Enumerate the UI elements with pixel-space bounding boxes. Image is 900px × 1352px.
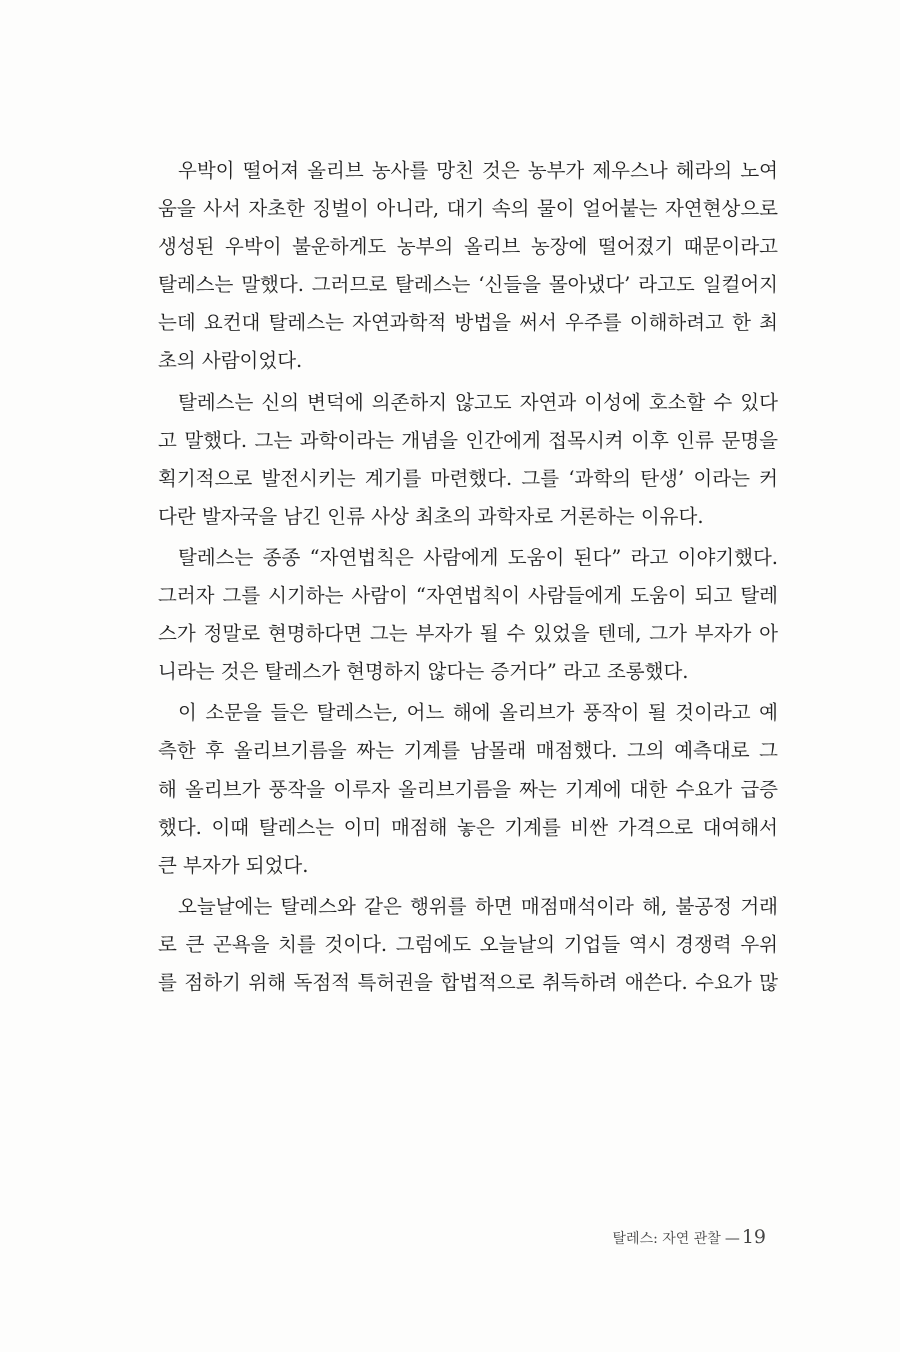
paragraph-4	[158, 694, 778, 884]
text-line: 움을 사서 자초한 징벌이 아니라, 대기 속의 물이 얼어붙는 자연현상으로	[158, 197, 778, 221]
text-line: 로 큰 곤욕을 치를 것이다. 그럼에도 오늘날의 기업들 역시 경쟁력 우위	[158, 932, 778, 956]
text-line: 이 소문을 들은 탈레스는, 어느 해에 올리브가 풍작이 될 것이라고 예	[178, 701, 778, 725]
paragraph-5	[158, 888, 778, 1002]
text-line: 오늘날에는 탈레스와 같은 행위를 하면 매점매석이라 해, 불공정 거래	[178, 894, 778, 918]
text-line: 큰 부자가 되었다.	[158, 853, 309, 877]
paragraph-2	[158, 384, 778, 536]
text-line: 스가 정말로 현명하다면 그는 부자가 될 수 있었을 텐데, 그가 부자가 아	[158, 622, 778, 646]
text-line: 탈레스는 종종 “자연법칙은 사람에게 도움이 된다” 라고 이야기했다.	[178, 545, 778, 569]
text-line: 니라는 것은 탈레스가 현명하지 않다는 증거다” 라고 조롱했다.	[158, 660, 689, 684]
text-line: 탈레스는 말했다. 그러므로 탈레스는 ‘신들을 몰아냈다’ 라고도 일컬어지	[158, 273, 778, 297]
paragraph-1	[158, 152, 778, 381]
text-line: 초의 사람이었다.	[158, 349, 303, 373]
text-line: 생성된 우박이 불운하게도 농부의 올리브 농장에 떨어졌기 때문이라고	[158, 235, 778, 259]
page-number: 19	[741, 1226, 766, 1248]
text-line: 를 점하기 위해 독점적 특허권을 합법적으로 취득하려 애쓴다. 수요가 많	[158, 970, 778, 994]
text-line: 그러자 그를 시기하는 사람이 “자연법칙이 사람들에게 도움이 되고 탈레	[158, 584, 778, 608]
page-footer	[613, 1226, 766, 1248]
footer-separator: —	[724, 1229, 740, 1247]
running-title: 탈레스: 자연 관찰	[612, 1231, 721, 1247]
paragraph-3	[158, 539, 778, 691]
text-line: 측한 후 올리브기름을 짜는 기계를 남몰래 매점했다. 그의 예측대로 그	[158, 739, 778, 763]
text-line: 는데 요컨대 탈레스는 자연과학적 방법을 써서 우주를 이해하려고 한 최	[158, 311, 778, 335]
text-line: 고 말했다. 그는 과학이라는 개념을 인간에게 접목시켜 이후 인류 문명을	[158, 428, 778, 452]
body-text	[158, 152, 778, 1002]
text-line: 해 올리브가 풍작을 이루자 올리브기름을 짜는 기계에 대한 수요가 급증	[158, 777, 778, 801]
text-line: 획기적으로 발전시키는 계기를 마련했다. 그를 ‘과학의 탄생’ 이라는 커	[158, 466, 778, 490]
text-line: 했다. 이때 탈레스는 이미 매점해 놓은 기계를 비싼 가격으로 대여해서	[158, 815, 778, 839]
text-line: 탈레스는 신의 변덕에 의존하지 않고도 자연과 이성에 호소할 수 있다	[178, 390, 778, 414]
text-line: 우박이 떨어져 올리브 농사를 망친 것은 농부가 제우스나 헤라의 노여	[178, 159, 778, 182]
text-line: 다란 발자국을 남긴 인류 사상 최초의 과학자로 거론하는 이유다.	[158, 504, 704, 528]
